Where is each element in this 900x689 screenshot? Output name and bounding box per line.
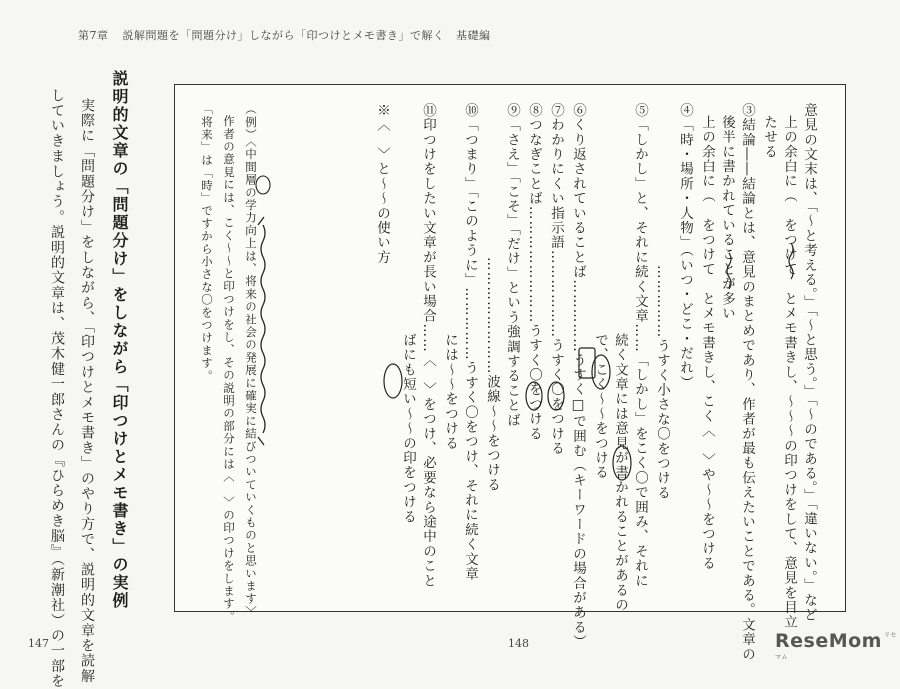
box-line: ……………うすく小さな〇をつける: [654, 265, 670, 501]
box-line: ⑩「つまり」「このように」……………うすく〇をつけ、それに続く文章: [462, 103, 478, 582]
box-line: 続く文章には意見が書かれることがあるの: [612, 333, 628, 613]
logo-text: ReseMom: [775, 630, 882, 652]
logo-subtext: リセマム: [775, 632, 897, 661]
body-text-line-1: 実際に「問題分け」をしながら、「印つけとメモ書き」のやり方で、説明的文章を読解: [79, 98, 95, 684]
example-line: 「将来」は「時」ですから小さな〇をつけます。: [200, 103, 214, 383]
box-line: ④「時・場所・人物」（いつ・どこ・だれ）: [677, 103, 693, 391]
box-line: ⑥くり返されていることば……………うすく□で囲む（キーワードの場合がある）: [570, 103, 586, 650]
body-text-line-2: していきましょう。説明的文章は、茂木健一郎さんの『ひらめき脳』（新潮社）の一部を: [49, 88, 65, 689]
box-line: ③結論――結論とは、意見のまとめであり、作者が最も伝えたいことである。文章の: [739, 103, 755, 662]
section-heading: 説明的文章の「問題分け」をしながら「印つけとメモ書き」の実例: [110, 70, 129, 610]
resemom-logo: [775, 630, 900, 674]
page-number-left: 147: [28, 637, 49, 650]
example-line: 作者の意見には、こく〜〜と印つけをし、その説明の部分には〈 〉の印つけをします。: [222, 115, 236, 623]
box-line: ⑧つなぎことば……………………うすく〇をつける: [526, 103, 542, 442]
box-line: 上の余白に（ をつけて とメモ書きし、〜〜〜の印つけをして、意見を目立: [781, 115, 797, 630]
page-number-right: 148: [508, 637, 529, 650]
page-header: [78, 27, 491, 43]
box-line: 後半に書かれていることが多い: [719, 115, 735, 321]
chapter-title: 説解問題を「問題分け」しながら「印つけとメモ書き」で解く 基礎編: [122, 29, 491, 42]
box-line: には〜〜をつける: [442, 333, 458, 451]
box-line: 上の余白に（ をつけて とメモ書きし、こく〈 〉や〜〜をつける: [699, 115, 715, 571]
box-line: たせる: [761, 115, 777, 160]
box-line: ばにも短い〜〜の印をつける: [400, 333, 416, 525]
example-line: （例）〈中間層の学力向上は、将来の社会の発展に確実に結びついていくものと思います〉: [244, 103, 258, 618]
box-line: で、こく〜〜をつける: [592, 333, 608, 480]
box-line: ⑪印つけをしたい文章が長い場合……〈 〉をつけ、必要なら途中のこと: [420, 103, 436, 589]
chapter-label: 第7章: [78, 29, 109, 42]
box-line: ⑦わかりにくい指示語………………うすく〇をつける: [548, 103, 564, 456]
box-line: ⑨「さえ」「こそ」「だけ」という強調することば: [504, 103, 520, 428]
box-line: ……………………波線〜〜をつける: [484, 257, 500, 493]
box-line: ※〈 〉と〜〜の使い方: [374, 103, 390, 265]
box-line: ⑤「しかし」と、それに続く文章……「しかし」をこく〇で囲み、それに: [632, 103, 648, 589]
box-line: 意見の文末は、「〜と考える。」「〜と思う。」「〜のである。」「違いない。」など: [801, 103, 817, 623]
